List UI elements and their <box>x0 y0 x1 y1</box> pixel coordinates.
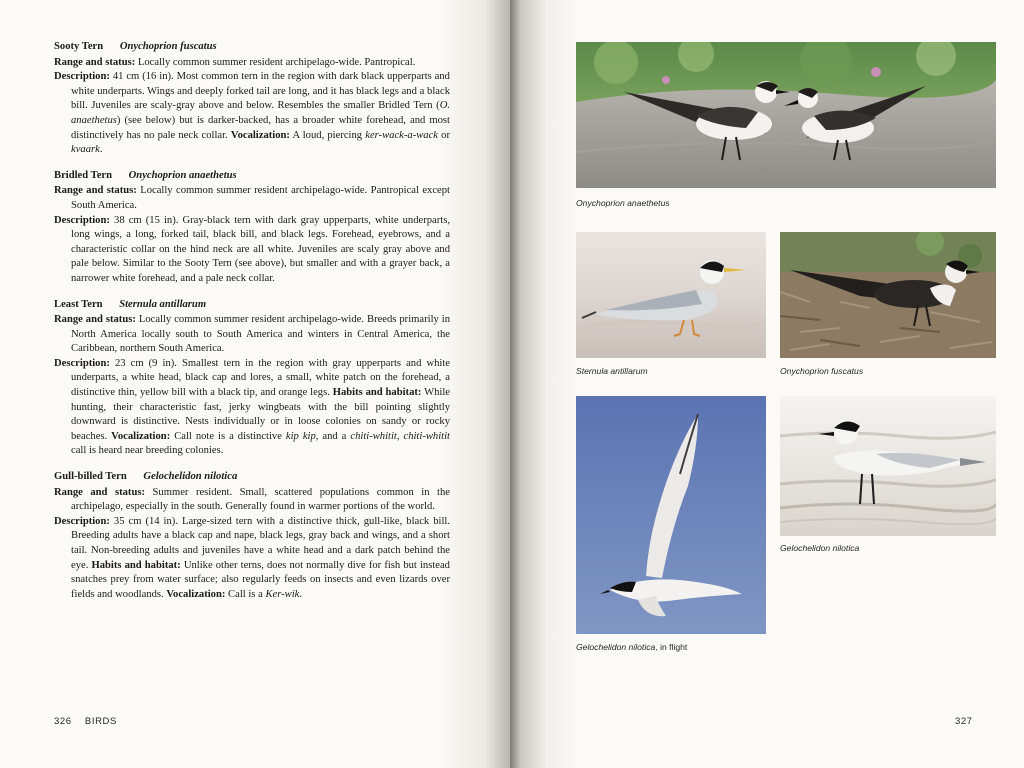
scientific-name: Onychoprion anaethetus <box>128 169 237 181</box>
description-text: 38 cm (15 in). Gray-black tern with dark gray upperparts, white underparts, long wings, a long, forked tail, black bill, and black legs. Forehead, eyebrows, and a characteristic collar on the hind neck are all white. Juveniles are scaly gray above and pale below. Similar to the Sooty Tern (see above), but smaller and with a grayer back, a narrower white forehead, and a pale neck collar. <box>71 214 450 284</box>
page-number: 327 <box>955 716 973 727</box>
vocalization-connector: , and a <box>315 430 347 442</box>
page-folio-right <box>955 716 973 727</box>
description-text: 23 cm (9 in). Smallest tern in the region with gray upperparts and white underparts, a white head, black cap and lores, a small, white patch on the forehead, a distinctive thin, yellow bill with a black tip, and orange legs. <box>71 357 450 399</box>
photo-least-tern-image <box>576 232 766 358</box>
photo-bridled-terns-pair <box>576 42 996 188</box>
call-transcription: kip kip <box>285 430 316 442</box>
common-name: Gull-billed Tern <box>54 471 127 483</box>
call-transcription: ker-wack-a-wack <box>365 129 438 141</box>
vocalization-connector: or <box>441 129 450 141</box>
description-text-continued: ) (see below) but is darker-backed, has a broader white forehead, and most distinctively has no pale neck collar. <box>71 114 450 141</box>
range-text: Summer resident. Small, scattered populations common in the archipelago, especially in the south. Generally found in warmer portions of the world. <box>71 486 451 513</box>
habits-text: While hunting, their characteristic fast, jerky wingbeats with the bill pointing slightly downward is distinctive. Nests individually or in loose colonies on sandy or rocky beaches. <box>71 387 450 442</box>
habits-label: Habits and habitat: <box>332 387 422 399</box>
caption-fuscatus <box>780 366 863 376</box>
species-heading <box>54 40 450 55</box>
vocalization-end: . <box>99 144 103 156</box>
description-label: Description: <box>54 214 110 226</box>
vocalization-label: Vocalization: <box>230 129 290 141</box>
caption-nilotica-flight-name: Gelochelidon nilotica <box>576 642 656 652</box>
photo-gull-billed-tern-standing-image <box>780 396 996 536</box>
photo-gull-billed-tern-standing <box>780 396 996 536</box>
call-transcription-alt: kvaark <box>71 144 100 156</box>
range-label: Range and status: <box>54 56 136 68</box>
photo-gull-billed-tern-flight-image <box>576 396 766 634</box>
species-heading <box>54 298 450 313</box>
description-paragraph <box>54 70 450 158</box>
description-paragraph <box>54 357 450 459</box>
range-status-paragraph <box>54 56 450 71</box>
description-text: 35 cm (14 in). Large-sized tern with a distinctive thick, gull-like, black bill. Breeding adults have a black cap and nape, black legs, gray back and wings, and a short tail. Non-breeding adults and juveniles have a white head and a dark patch behind the eye. <box>71 515 450 571</box>
range-status-paragraph <box>54 486 450 515</box>
caption-antillarum-text: Sternula antillarum <box>576 366 648 376</box>
vocalization-end: call is heard near breeding colonies. <box>71 445 224 457</box>
range-label: Range and status: <box>54 486 145 498</box>
species-heading <box>54 470 450 485</box>
caption-fuscatus-text: Onychoprion fuscatus <box>780 366 864 376</box>
vocalization-end: . <box>299 588 303 600</box>
caption-nilotica <box>780 543 859 553</box>
common-name: Least Tern <box>54 298 103 310</box>
description-label: Description: <box>54 357 110 369</box>
range-text: Locally common summer resident archipelago-wide. Pantropical. <box>137 56 416 68</box>
scientific-name: Onychoprion fuscatus <box>119 41 217 52</box>
photo-bridled-terns-pair-image <box>576 42 996 188</box>
caption-anaethetus-text: Onychoprion anaethetus <box>576 198 670 208</box>
vocalization-label: Vocalization: <box>111 430 171 442</box>
running-head: BIRDS <box>84 716 117 727</box>
caption-anaethetus <box>576 198 670 208</box>
caption-nilotica-text: Gelochelidon nilotica <box>780 543 860 553</box>
caption-nilotica-flight-suffix: , in flight <box>655 642 688 652</box>
photo-gull-billed-tern-flight <box>576 396 766 634</box>
call-transcription: Ker-wik <box>265 588 300 600</box>
page-number: 326 <box>54 716 72 727</box>
vocalization-text: Call is a <box>228 588 263 600</box>
range-status-paragraph <box>54 313 450 357</box>
species-entry-sooty-tern <box>54 40 450 158</box>
description-reference: O. anaethetus <box>71 100 450 126</box>
caption-nilotica-flight <box>576 642 687 652</box>
description-label: Description: <box>54 71 110 83</box>
photo-least-tern <box>576 232 766 358</box>
photo-sooty-tern-image <box>780 232 996 358</box>
call-transcription-alt: chiti-whitit, chiti-whitit <box>350 430 450 442</box>
range-text: Locally common summer resident archipelago-wide. Breeds primarily in North America locally south to South America and winters in Central America, the Caribbean, northern South America. <box>71 314 451 355</box>
photo-sooty-tern <box>780 232 996 358</box>
habits-label: Habits and habitat: <box>91 559 181 571</box>
vocalization-text: A loud, piercing <box>292 129 363 141</box>
scientific-name: Sternula antillarum <box>119 298 207 310</box>
common-name: Sooty Tern <box>54 41 104 52</box>
species-entry-least-tern <box>54 298 450 460</box>
range-label: Range and status: <box>54 314 136 326</box>
description-paragraph <box>54 515 450 603</box>
species-entry-gull-billed-tern <box>54 470 450 602</box>
range-text: Locally common summer resident archipelago-wide. Pantropical except South America. <box>71 185 450 211</box>
common-name: Bridled Tern <box>54 169 112 181</box>
description-text: 41 cm (16 in). Most common tern in the region with dark black upperparts and white underparts. Wings and deeply forked tail are long, and it has black legs and a black bill. Juveniles are scaly-gray above and below. Resembles the smaller Bridled Tern ( <box>71 71 450 112</box>
range-label: Range and status: <box>54 185 137 197</box>
left-page <box>0 0 510 768</box>
description-label: Description: <box>54 515 110 527</box>
species-entry-bridled-tern <box>54 169 450 287</box>
species-text-column <box>54 40 450 613</box>
description-paragraph <box>54 214 450 287</box>
vocalization-text: Call note is a distinctive <box>174 430 282 442</box>
range-status-paragraph <box>54 184 450 213</box>
vocalization-label: Vocalization: <box>166 588 226 600</box>
scientific-name: Gelochelidon nilotica <box>143 471 238 483</box>
habits-text: Unlike other terns, does not normally dive for fish but instead snatches prey from water surface; also regularly feeds on insects and even lizards over fields and woodlands. <box>71 559 450 600</box>
caption-antillarum <box>576 366 648 376</box>
page-folio-left <box>54 716 117 727</box>
species-heading <box>54 169 450 184</box>
